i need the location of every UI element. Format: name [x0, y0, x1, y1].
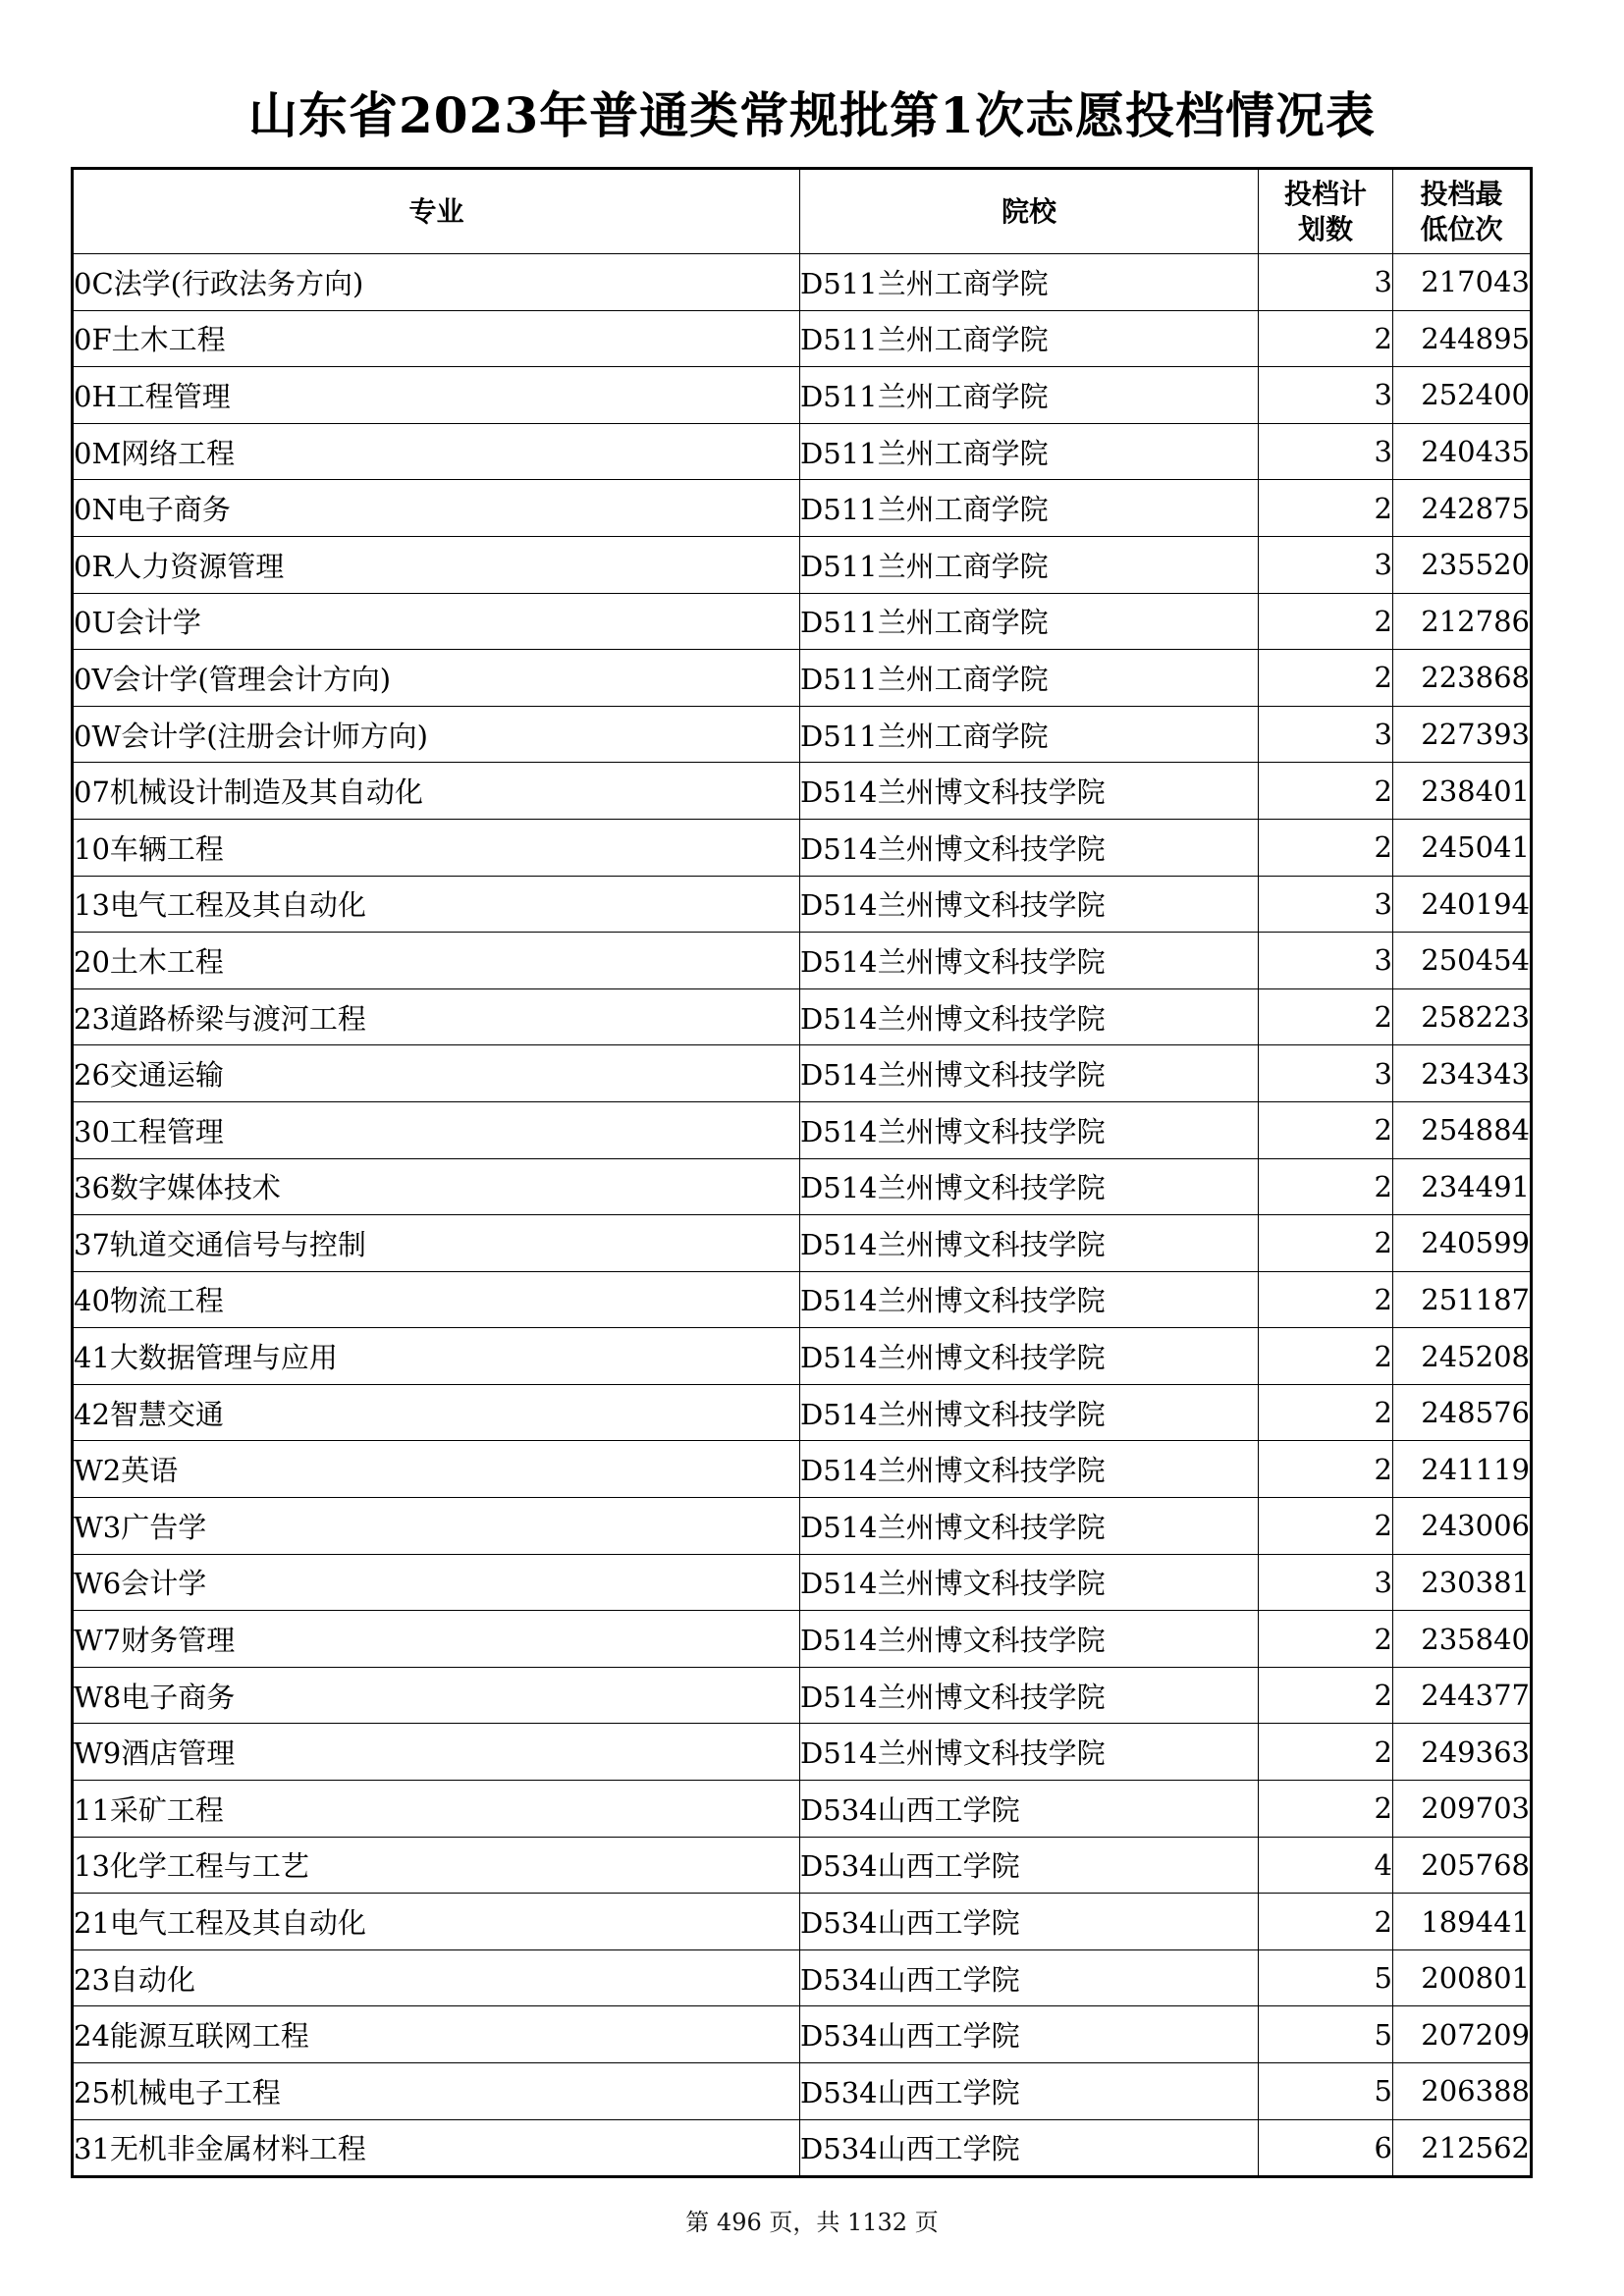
table-header-row	[73, 169, 1532, 254]
school-cell: D514兰州博文科技学院	[800, 1441, 1259, 1498]
school-cell: D514兰州博文科技学院	[800, 1611, 1259, 1668]
table-row	[73, 706, 1532, 763]
major-cell: 0V会计学(管理会计方向)	[73, 650, 800, 707]
min-rank-cell: 240599	[1393, 1215, 1532, 1272]
plan-count-cell: 2	[1259, 1611, 1393, 1668]
major-cell: 30工程管理	[73, 1101, 800, 1158]
table-row	[73, 1894, 1532, 1950]
table-row	[73, 1328, 1532, 1385]
plan-count-cell: 3	[1259, 1554, 1393, 1611]
table-row	[73, 254, 1532, 311]
school-cell: D514兰州博文科技学院	[800, 988, 1259, 1045]
school-cell: D534山西工学院	[800, 1894, 1259, 1950]
min-rank-cell: 189441	[1393, 1894, 1532, 1950]
plan-count-cell: 2	[1259, 1667, 1393, 1724]
plan-count-cell: 2	[1259, 480, 1393, 537]
min-rank-cell: 227393	[1393, 706, 1532, 763]
table-row	[73, 1498, 1532, 1555]
major-cell: W8电子商务	[73, 1667, 800, 1724]
major-cell: 0N电子商务	[73, 480, 800, 537]
table-row	[73, 988, 1532, 1045]
school-cell: D511兰州工商学院	[800, 593, 1259, 650]
major-cell: W9酒店管理	[73, 1724, 800, 1781]
school-cell: D514兰州博文科技学院	[800, 876, 1259, 933]
table-row	[73, 876, 1532, 933]
school-cell: D534山西工学院	[800, 1781, 1259, 1838]
header-school: 院校	[800, 169, 1259, 254]
table-row	[73, 1271, 1532, 1328]
major-cell: 11采矿工程	[73, 1781, 800, 1838]
school-cell: D514兰州博文科技学院	[800, 1498, 1259, 1555]
plan-count-cell: 3	[1259, 254, 1393, 311]
min-rank-cell: 209703	[1393, 1781, 1532, 1838]
plan-count-cell: 3	[1259, 367, 1393, 424]
header-plan	[1259, 169, 1393, 254]
school-cell: D511兰州工商学院	[800, 480, 1259, 537]
min-rank-cell: 249363	[1393, 1724, 1532, 1781]
min-rank-cell: 248576	[1393, 1384, 1532, 1441]
plan-count-cell: 3	[1259, 1045, 1393, 1102]
table-row	[73, 650, 1532, 707]
min-rank-cell: 223868	[1393, 650, 1532, 707]
header-rank	[1393, 169, 1532, 254]
plan-count-cell: 2	[1259, 988, 1393, 1045]
table-row	[73, 1837, 1532, 1894]
major-cell: W7财务管理	[73, 1611, 800, 1668]
major-cell: 0C法学(行政法务方向)	[73, 254, 800, 311]
plan-count-cell: 4	[1259, 1837, 1393, 1894]
table-row	[73, 1215, 1532, 1272]
plan-count-cell: 2	[1259, 1328, 1393, 1385]
school-cell: D534山西工学院	[800, 1837, 1259, 1894]
min-rank-cell: 258223	[1393, 988, 1532, 1045]
admission-table	[71, 167, 1533, 2178]
header-plan-line1: 投档计	[1283, 177, 1367, 210]
major-cell: 41大数据管理与应用	[73, 1328, 800, 1385]
major-cell: 42智慧交通	[73, 1384, 800, 1441]
min-rank-cell: 240194	[1393, 876, 1532, 933]
school-cell: D514兰州博文科技学院	[800, 1158, 1259, 1215]
table-row	[73, 480, 1532, 537]
plan-count-cell: 2	[1259, 1101, 1393, 1158]
major-cell: 0H工程管理	[73, 367, 800, 424]
table-row	[73, 1611, 1532, 1668]
school-cell: D514兰州博文科技学院	[800, 1328, 1259, 1385]
min-rank-cell: 250454	[1393, 933, 1532, 989]
min-rank-cell: 200801	[1393, 1949, 1532, 2006]
min-rank-cell: 230381	[1393, 1554, 1532, 1611]
school-cell: D514兰州博文科技学院	[800, 933, 1259, 989]
school-cell: D514兰州博文科技学院	[800, 1101, 1259, 1158]
plan-count-cell: 3	[1259, 536, 1393, 593]
table-row	[73, 1554, 1532, 1611]
plan-count-cell: 2	[1259, 1271, 1393, 1328]
page-title: 山东省2023年普通类常规批第1次志愿投档情况表	[248, 86, 1376, 144]
major-cell: 20土木工程	[73, 933, 800, 989]
school-cell: D514兰州博文科技学院	[800, 1215, 1259, 1272]
plan-count-cell: 2	[1259, 1781, 1393, 1838]
major-cell: 37轨道交通信号与控制	[73, 1215, 800, 1272]
plan-count-cell: 2	[1259, 650, 1393, 707]
table-row	[73, 1158, 1532, 1215]
major-cell: 23自动化	[73, 1949, 800, 2006]
school-cell: D514兰州博文科技学院	[800, 1384, 1259, 1441]
min-rank-cell: 217043	[1393, 254, 1532, 311]
major-cell: 0F土木工程	[73, 310, 800, 367]
table-row	[73, 2063, 1532, 2120]
major-cell: 31无机非金属材料工程	[73, 2119, 800, 2177]
table-row	[73, 1724, 1532, 1781]
table-row	[73, 1045, 1532, 1102]
min-rank-cell: 252400	[1393, 367, 1532, 424]
school-cell: D514兰州博文科技学院	[800, 763, 1259, 820]
major-cell: 25机械电子工程	[73, 2063, 800, 2120]
min-rank-cell: 242875	[1393, 480, 1532, 537]
plan-count-cell: 2	[1259, 1724, 1393, 1781]
school-cell: D514兰州博文科技学院	[800, 1724, 1259, 1781]
plan-count-cell: 3	[1259, 706, 1393, 763]
min-rank-cell: 251187	[1393, 1271, 1532, 1328]
major-cell: 24能源互联网工程	[73, 2006, 800, 2063]
min-rank-cell: 234491	[1393, 1158, 1532, 1215]
plan-count-cell: 5	[1259, 2006, 1393, 2063]
school-cell: D514兰州博文科技学院	[800, 1554, 1259, 1611]
plan-count-cell: 6	[1259, 2119, 1393, 2177]
school-cell: D534山西工学院	[800, 1949, 1259, 2006]
major-cell: 0M网络工程	[73, 423, 800, 480]
school-cell: D514兰州博文科技学院	[800, 1271, 1259, 1328]
table-row	[73, 1781, 1532, 1838]
major-cell: 23道路桥梁与渡河工程	[73, 988, 800, 1045]
major-cell: 21电气工程及其自动化	[73, 1894, 800, 1950]
min-rank-cell: 212562	[1393, 2119, 1532, 2177]
major-cell: 0U会计学	[73, 593, 800, 650]
school-cell: D514兰州博文科技学院	[800, 1667, 1259, 1724]
table-row	[73, 1441, 1532, 1498]
plan-count-cell: 3	[1259, 933, 1393, 989]
min-rank-cell: 245041	[1393, 819, 1532, 876]
plan-count-cell: 2	[1259, 1215, 1393, 1272]
plan-count-cell: 2	[1259, 1384, 1393, 1441]
school-cell: D534山西工学院	[800, 2119, 1259, 2177]
table-row	[73, 763, 1532, 820]
table-row	[73, 2006, 1532, 2063]
header-rank-line1: 投档最	[1420, 177, 1503, 210]
plan-count-cell: 3	[1259, 876, 1393, 933]
min-rank-cell: 235840	[1393, 1611, 1532, 1668]
table-row	[73, 536, 1532, 593]
min-rank-cell: 234343	[1393, 1045, 1532, 1102]
school-cell: D511兰州工商学院	[800, 367, 1259, 424]
min-rank-cell: 244895	[1393, 310, 1532, 367]
min-rank-cell: 238401	[1393, 763, 1532, 820]
table-body	[73, 254, 1532, 2177]
major-cell: 40物流工程	[73, 1271, 800, 1328]
major-cell: W6会计学	[73, 1554, 800, 1611]
plan-count-cell: 3	[1259, 423, 1393, 480]
table-row	[73, 1384, 1532, 1441]
major-cell: W2英语	[73, 1441, 800, 1498]
min-rank-cell: 207209	[1393, 2006, 1532, 2063]
school-cell: D534山西工学院	[800, 2006, 1259, 2063]
min-rank-cell: 206388	[1393, 2063, 1532, 2120]
table-row	[73, 593, 1532, 650]
table-row	[73, 2119, 1532, 2177]
major-cell: 0W会计学(注册会计师方向)	[73, 706, 800, 763]
school-cell: D534山西工学院	[800, 2063, 1259, 2120]
major-cell: 0R人力资源管理	[73, 536, 800, 593]
plan-count-cell: 2	[1259, 1158, 1393, 1215]
major-cell: 26交通运输	[73, 1045, 800, 1102]
plan-count-cell: 2	[1259, 1441, 1393, 1498]
major-cell: 07机械设计制造及其自动化	[73, 763, 800, 820]
school-cell: D511兰州工商学院	[800, 536, 1259, 593]
table-row	[73, 933, 1532, 989]
school-cell: D511兰州工商学院	[800, 423, 1259, 480]
min-rank-cell: 241119	[1393, 1441, 1532, 1498]
header-rank-line2: 低位次	[1420, 212, 1503, 245]
min-rank-cell: 235520	[1393, 536, 1532, 593]
school-cell: D511兰州工商学院	[800, 310, 1259, 367]
min-rank-cell: 244377	[1393, 1667, 1532, 1724]
plan-count-cell: 2	[1259, 763, 1393, 820]
school-cell: D511兰州工商学院	[800, 706, 1259, 763]
school-cell: D514兰州博文科技学院	[800, 819, 1259, 876]
min-rank-cell: 243006	[1393, 1498, 1532, 1555]
major-cell: 13化学工程与工艺	[73, 1837, 800, 1894]
plan-count-cell: 2	[1259, 1498, 1393, 1555]
table-row	[73, 1667, 1532, 1724]
header-major: 专业	[73, 169, 800, 254]
major-cell: 13电气工程及其自动化	[73, 876, 800, 933]
table-row	[73, 1101, 1532, 1158]
table-row	[73, 1949, 1532, 2006]
major-cell: 36数字媒体技术	[73, 1158, 800, 1215]
min-rank-cell: 240435	[1393, 423, 1532, 480]
major-cell: W3广告学	[73, 1498, 800, 1555]
plan-count-cell: 2	[1259, 819, 1393, 876]
min-rank-cell: 212786	[1393, 593, 1532, 650]
plan-count-cell: 2	[1259, 593, 1393, 650]
plan-count-cell: 5	[1259, 1949, 1393, 2006]
min-rank-cell: 205768	[1393, 1837, 1532, 1894]
table-row	[73, 423, 1532, 480]
table-row	[73, 819, 1532, 876]
min-rank-cell: 254884	[1393, 1101, 1532, 1158]
major-cell: 10车辆工程	[73, 819, 800, 876]
plan-count-cell: 5	[1259, 2063, 1393, 2120]
school-cell: D511兰州工商学院	[800, 254, 1259, 311]
min-rank-cell: 245208	[1393, 1328, 1532, 1385]
header-plan-line2: 划数	[1297, 212, 1353, 245]
school-cell: D514兰州博文科技学院	[800, 1045, 1259, 1102]
plan-count-cell: 2	[1259, 1894, 1393, 1950]
school-cell: D511兰州工商学院	[800, 650, 1259, 707]
table-row	[73, 310, 1532, 367]
plan-count-cell: 2	[1259, 310, 1393, 367]
page-footer: 第 496 页，共 1132 页	[685, 2209, 939, 2236]
table-row	[73, 367, 1532, 424]
